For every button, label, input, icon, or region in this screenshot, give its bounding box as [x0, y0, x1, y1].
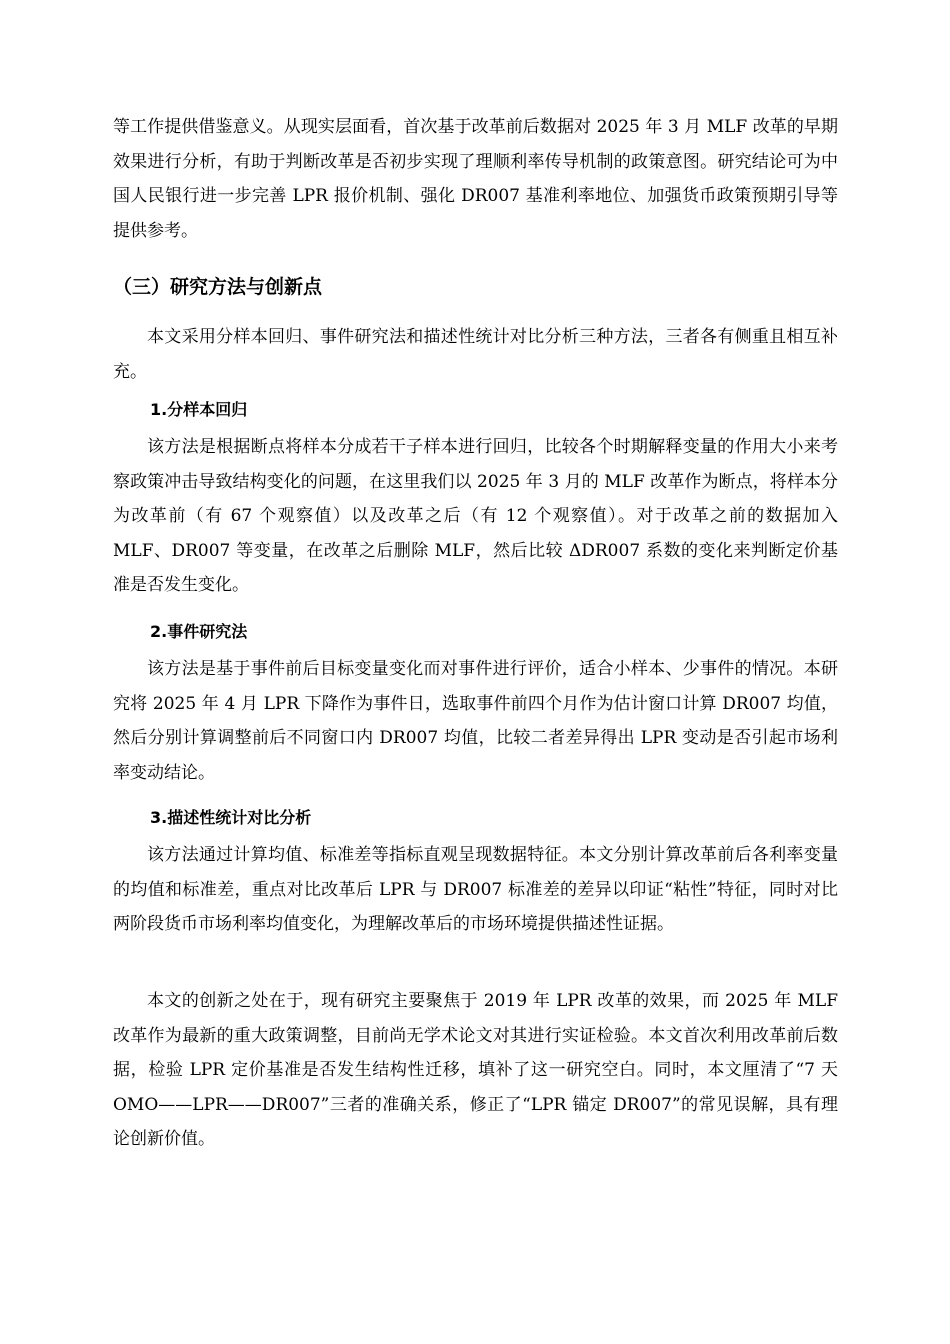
- paragraph-descriptive-stats: 该方法通过计算均值、标准差等指标直观呈现数据特征。本文分别计算改革前后各利率变量的均值和标准差，重点对比改革后 LPR 与 DR007 标准差的差异以印证“粘性”特征，同时对比两阶段货币市场利率均值变化，为理解改革后的市场环境提供描述性证据。: [113, 845, 838, 934]
- paragraph-innovation: 本文的创新之处在于，现有研究主要聚焦于 2019 年 LPR 改革的效果，而 2025 年 MLF 改革作为最新的重大政策调整，目前尚无学术论文对其进行实证检验。本文首次利用改革前后数据，检验 LPR 定价基准是否发生结构性迁移，填补了这一研究空白。同时，本文厘清了“7 天 OMO——LPR——DR007”三者的准确关系，修正了“LPR 锚定 DR007”的常见误解，具有理论创新价值。: [113, 991, 838, 1149]
- paragraph-split-sample: 该方法是根据断点将样本分成若干子样本进行回归，比较各个时期解释变量的作用大小来考察政策冲击导致结构变化的问题，在这里我们以 2025 年 3 月的 MLF 改革作为断点，将样本分为改革前（有 67 个观察值）以及改革之后（有 12 个观察值）。对于改革之前的数据加入 MLF、DR007 等变量，在改革之后删除 MLF，然后比较 ΔDR007 系数的变化来判断定价基准是否发生变化。: [113, 437, 838, 595]
- sub-heading-descriptive-stats: 3.描述性统计对比分析: [150, 808, 312, 827]
- paragraph-methods-intro: 本文采用分样本回归、事件研究法和描述性统计对比分析三种方法，三者各有侧重且相互补充。: [113, 327, 838, 382]
- sub-heading-split-sample: 1.分样本回归: [150, 400, 248, 419]
- paragraph-event-study: 该方法是基于事件前后目标变量变化而对事件进行评价，适合小样本、少事件的情况。本研究将 2025 年 4 月 LPR 下降作为事件日，选取事件前四个月作为估计窗口计算 DR007 均值，然后分别计算调整前后不同窗口内 DR007 均值，比较二者差异得出 LPR 变动是否引起市场利率变动结论。: [113, 659, 838, 783]
- section-heading-methods: （三）研究方法与创新点: [113, 276, 323, 298]
- sub-heading-event-study: 2.事件研究法: [150, 622, 248, 641]
- paragraph-significance-end: 等工作提供借鉴意义。从现实层面看，首次基于改革前后数据对 2025 年 3 月 MLF 改革的早期效果进行分析，有助于判断改革是否初步实现了理顺利率传导机制的政策意图。研究结论可为中国人民银行进一步完善 LPR 报价机制、强化 DR007 基准利率地位、加强货币政策预期引导等提供参考。: [113, 117, 838, 241]
